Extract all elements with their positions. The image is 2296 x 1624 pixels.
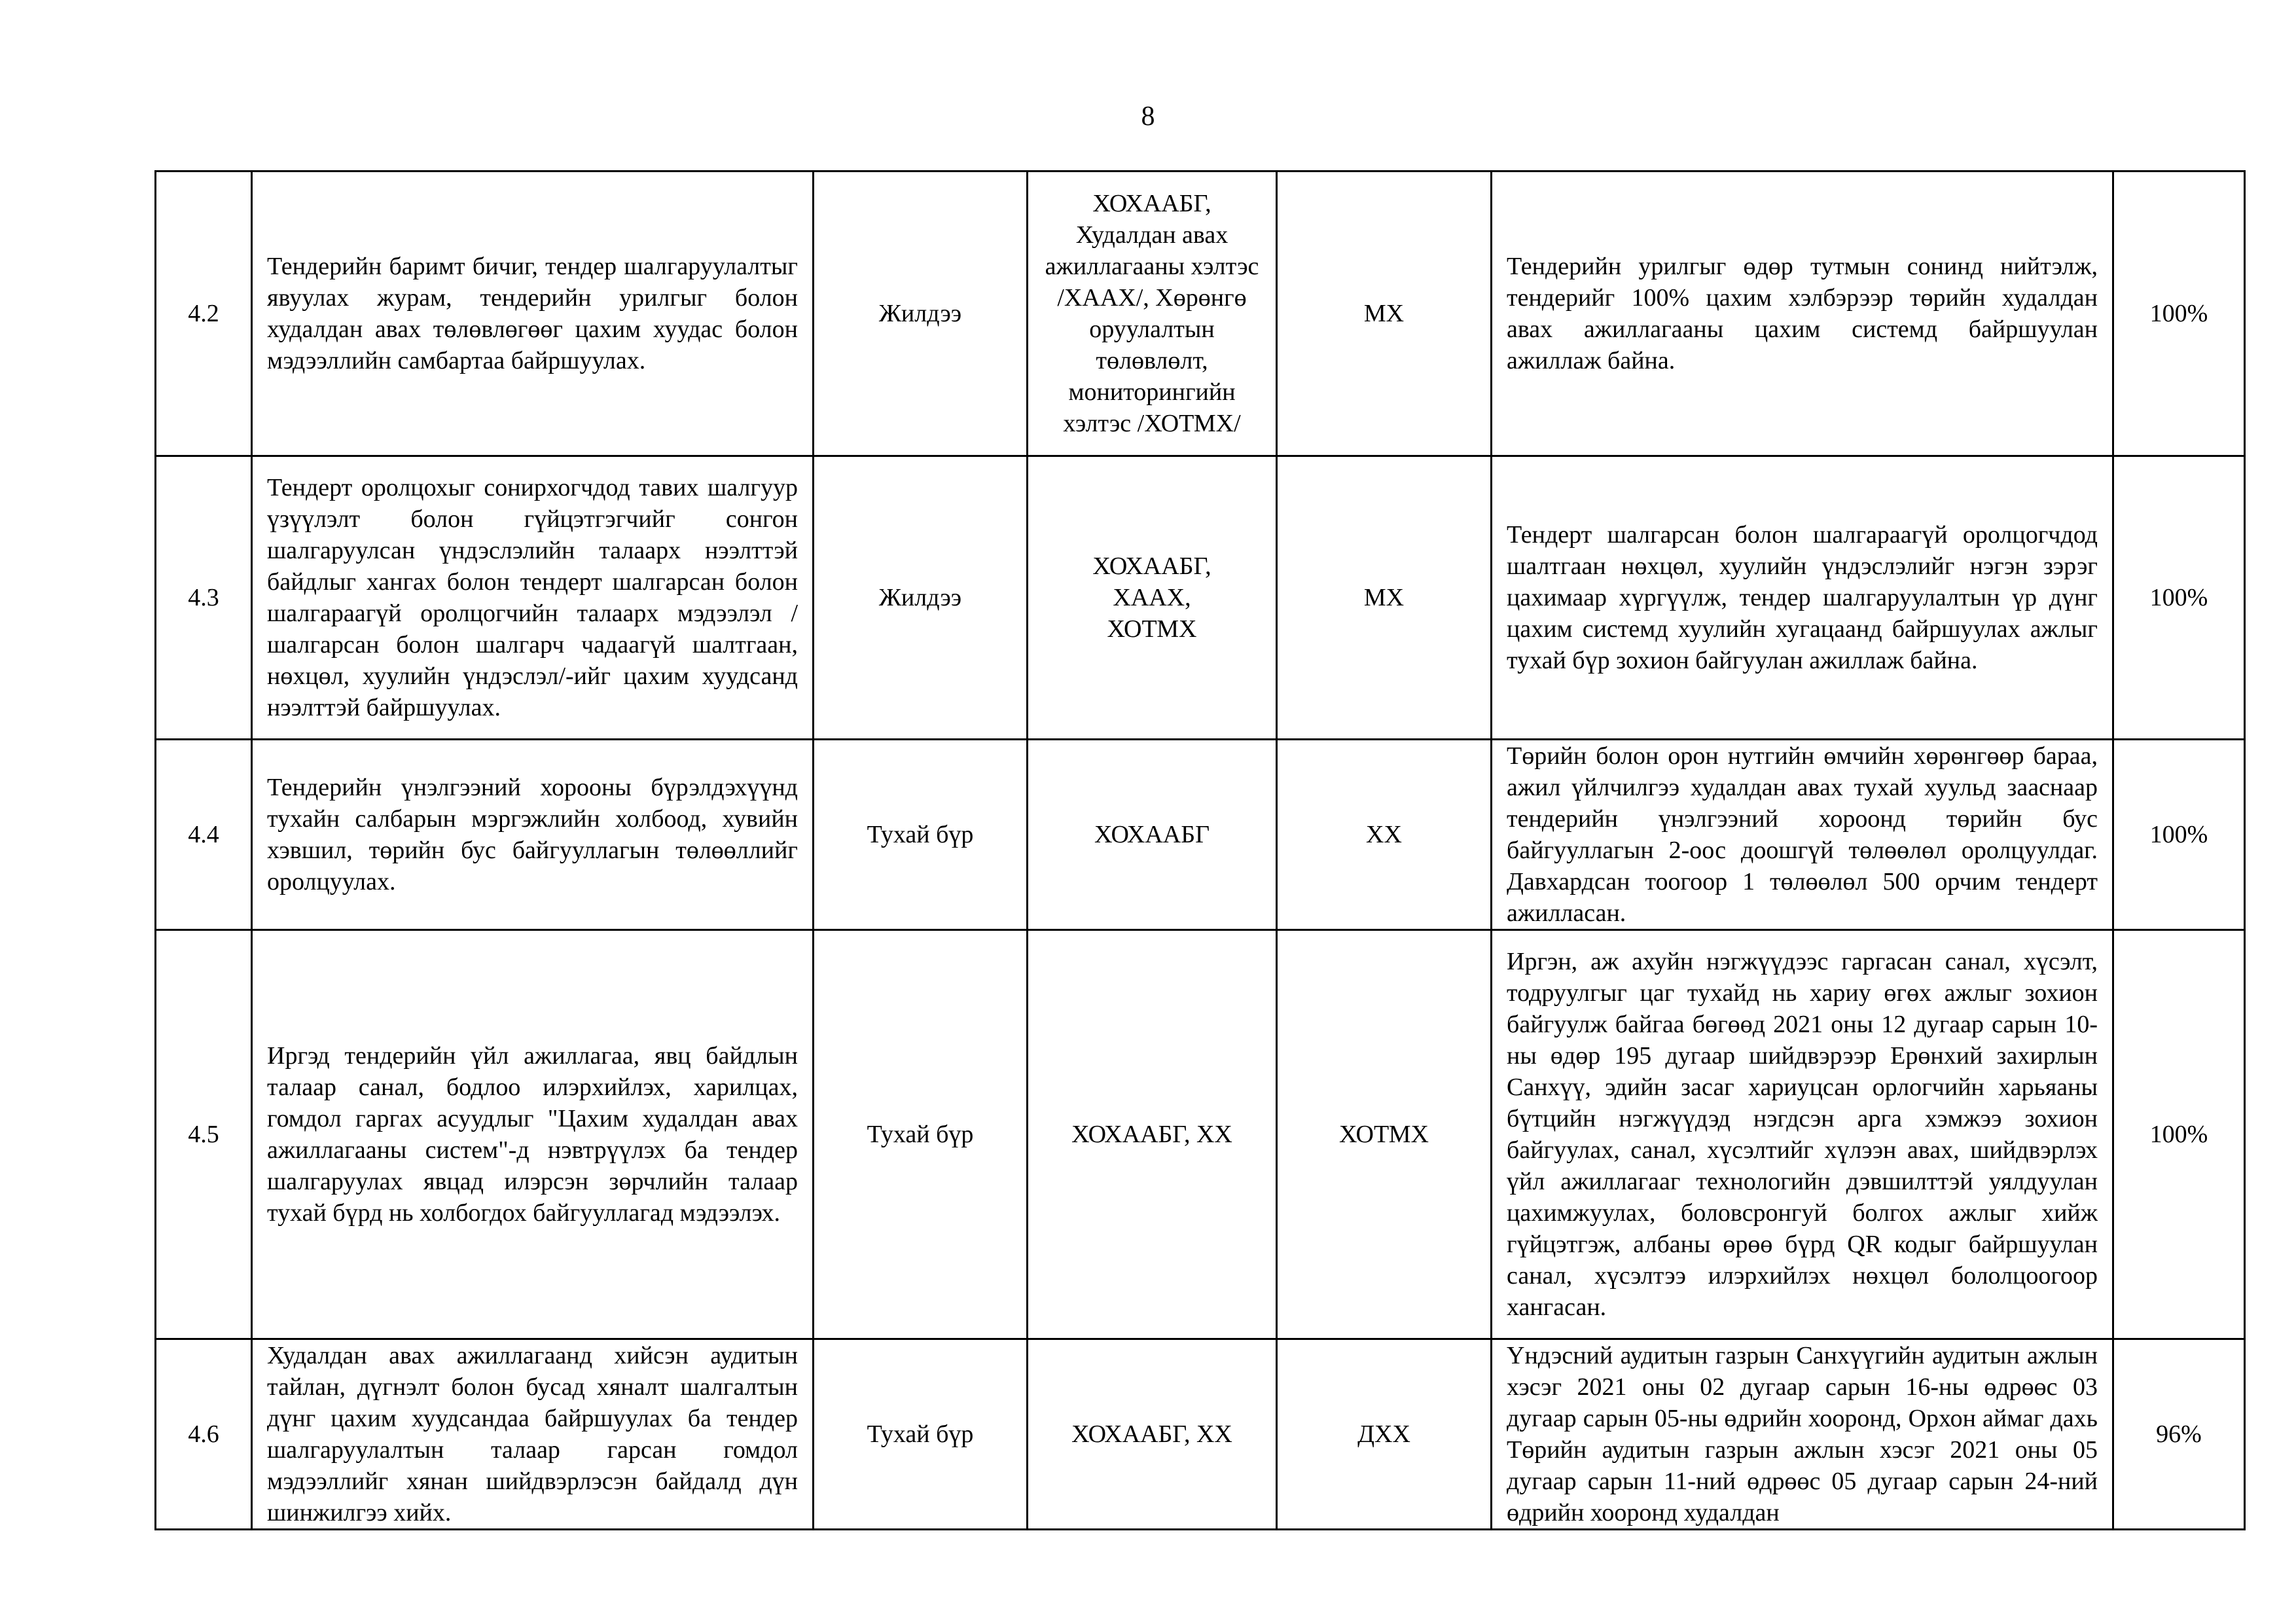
task-description: Тендерийн үнэлгээний хорооны бүрэлдэхүүнд тухайн салбарын мэргэжлийн холбоод, хувийн хэвшил, төрийн бус байгууллагын төлөөллийг оролцуулах. [252, 740, 814, 930]
coordinating-unit: ДХХ [1277, 1339, 1492, 1530]
coordinating-unit: МХ [1277, 456, 1492, 740]
completion-percent: 96% [2113, 1339, 2245, 1530]
period: Тухай бүр [814, 930, 1028, 1339]
period: Жилдээ [814, 456, 1028, 740]
table-row [156, 456, 2245, 740]
item-number: 4.4 [156, 740, 252, 930]
responsible-units: ХОХААБГ, Худалдан авах ажиллагааны хэлтэс /ХААХ/, Хөрөнгө оруулалтын төлөвлөлт, мониторингийн хэлтэс /ХОТМХ/ [1028, 171, 1277, 456]
completion-percent: 100% [2113, 740, 2245, 930]
period: Жилдээ [814, 171, 1028, 456]
task-description: Тендерийн баримт бичиг, тендер шалгаруулалтыг явуулах журам, тендерийн урилгыг болон худалдан авах төлөвлөгөөг цахим хуудас болон мэдээллийн самбартаа байршуулах. [252, 171, 814, 456]
responsible-units: ХОХААБГ, ХХ [1028, 1339, 1277, 1530]
responsible-units: ХОХААБГ, ХХ [1028, 930, 1277, 1339]
item-number: 4.6 [156, 1339, 252, 1530]
implementation-result: Тендерт шалгарсан болон шалгараагүй оролцогчдод шалтгаан нөхцөл, хуулийн үндэслэлийг нэгэн зэрэг цахимаар хүргүүлж, тендер шалгаруулалтын үр дүнг цахим системд хуулийн хугацаанд байршуулах ажлыг тухай бүр зохион байгуулан ажиллаж байна. [1492, 456, 2113, 740]
task-description: Иргэд тендерийн үйл ажиллагаа, явц байдлын талаар санал, бодлоо илэрхийлэх, харилцах, гомдол гаргах асуудлыг "Цахим худалдан авах ажиллагааны систем"-д нэвтрүүлэх ба тендер шалгаруулах явцад илэрсэн зөрчлийн талаар тухай бүрд нь холбогдох байгууллагад мэдээлэх. [252, 930, 814, 1339]
implementation-result [1492, 1339, 2113, 1530]
coordinating-unit: ХХ [1277, 740, 1492, 930]
table-row [156, 740, 2245, 930]
coordinating-unit: ХОТМХ [1277, 930, 1492, 1339]
implementation-result-text: Үндэсний аудитын газрын Санхүүгийн аудитын ажлын хэсэг 2021 оны 02 дугаар сарын 16-ны өдрөөс 03 дугаар сарын 05-ны өдрийн хооронд, Орхон аймаг дахь Төрийн аудитын газрын ажлын хэсэг 2021 оны 05 дугаар сарын 11-ний өдрөөс 05 дугаар сарын 24-ний өдрийн хооронд худалдан [1507, 1342, 2098, 1526]
plan-table [154, 170, 2246, 1530]
page-number: 8 [1141, 101, 1155, 132]
implementation-result: Иргэн, аж ахуйн нэгжүүдээс гаргасан санал, хүсэлт, тодруулгыг цаг тухайд нь хариу өгөх ажлыг зохион байгуулж байгаа бөгөөд 2021 оны 12 дугаар сарын 10-ны өдөр 195 дугаар шийдвэрээр Ерөнхий захирлын Санхүү, эдийн засаг хариуцсан орлогчийн харьяаны бүтцийн нэгжүүдэд нэгдсэн арга хэмжээ зохион байгуулах, санал, хүсэлтийг хүлээн авах, шийдвэрлэх үйл ажиллагааг технологийн дэвшилттэй уялдуулан цахимжуулах, боловсронгуй болгох ажлыг хийж гүйцэтгэж, албаны өрөө бүрд QR кодыг байршуулан санал, хүсэлтээ илэрхийлэх нөхцөл бололцоогоор хангасан. [1492, 930, 2113, 1339]
completion-percent: 100% [2113, 456, 2245, 740]
period: Тухай бүр [814, 740, 1028, 930]
period: Тухай бүр [814, 1339, 1028, 1530]
table-row [156, 1339, 2245, 1530]
task-description: Худалдан авах ажиллагаанд хийсэн аудитын тайлан, дүгнэлт болон бусад хяналт шалгалтын дүнг цахим хуудсандаа байршуулах ба тендер шалгаруулалтын талаар гарсан гомдол мэдээллийг хянан шийдвэрлэсэн байдалд дүн шинжилгээ хийх. [252, 1339, 814, 1530]
item-number: 4.2 [156, 171, 252, 456]
table-row [156, 171, 2245, 456]
completion-percent: 100% [2113, 171, 2245, 456]
item-number: 4.5 [156, 930, 252, 1339]
implementation-result: Төрийн болон орон нутгийн өмчийн хөрөнгөөр бараа, ажил үйлчилгээ худалдан авах тухай хуульд зааснаар тендерийн үнэлгээний хороонд төрийн бус байгууллагын 2-оос доошгүй төлөөлөл оролцуулдаг. Давхардсан тоогоор 1 төлөөлөл 500 орчим тендерт ажилласан. [1492, 740, 2113, 930]
task-description: Тендерт оролцохыг сонирхогчдод тавих шалгуур үзүүлэлт болон гүйцэтгэгчийг сонгон шалгаруулсан үндэслэлийн талаарх нээлттэй байдлыг хангах болон тендерт шалгарсан болон шалгараагүй оролцогчийн талаарх мэдээлэл /шалгарсан болон шалгарч чадаагүй шалтгаан, нөхцөл, хуулийн үндэслэл/-ийг цахим хуудсанд нээлттэй байршуулах. [252, 456, 814, 740]
implementation-result: Тендерийн урилгыг өдөр тутмын сонинд нийтэлж, тендерийг 100% цахим хэлбэрээр төрийн худалдан авах ажиллагааны цахим системд байршуулан ажиллаж байна. [1492, 171, 2113, 456]
table-row [156, 930, 2245, 1339]
responsible-units: ХОХААБГ [1028, 740, 1277, 930]
completion-percent: 100% [2113, 930, 2245, 1339]
item-number: 4.3 [156, 456, 252, 740]
coordinating-unit: МХ [1277, 171, 1492, 456]
responsible-units: ХОХААБГ, ХААХ, ХОТМХ [1028, 456, 1277, 740]
